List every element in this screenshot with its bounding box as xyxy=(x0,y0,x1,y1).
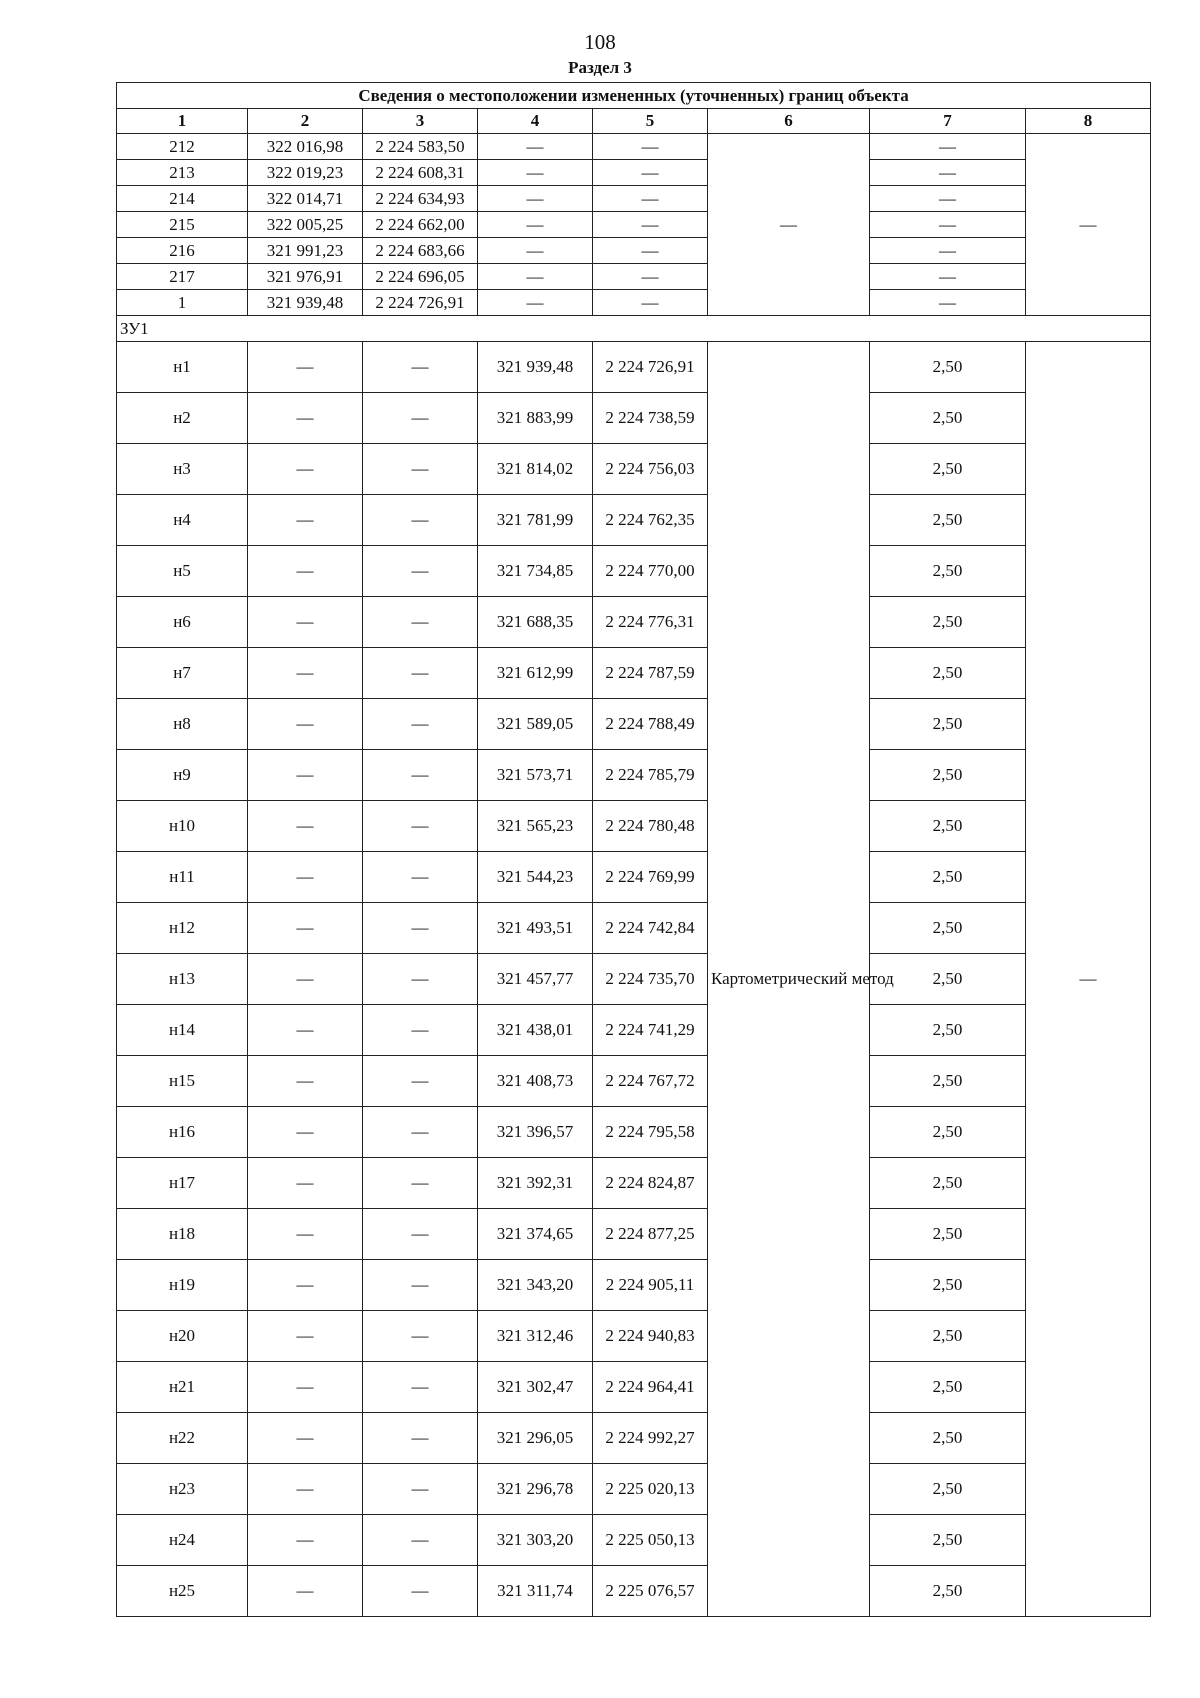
cell-x-new: 321 312,46 xyxy=(478,1311,593,1362)
cell-y-old: — xyxy=(363,1413,478,1464)
cell-x-old: — xyxy=(248,1056,363,1107)
cell-point: н5 xyxy=(117,546,248,597)
cell-error: — xyxy=(870,134,1026,160)
cell-x-old: 321 939,48 xyxy=(248,290,363,316)
cell-y-old: — xyxy=(363,699,478,750)
cell-x-old: — xyxy=(248,1311,363,1362)
cell-y-old: — xyxy=(363,954,478,1005)
cell-point: н25 xyxy=(117,1566,248,1617)
cell-point: н3 xyxy=(117,444,248,495)
cell-y-old: 2 224 583,50 xyxy=(363,134,478,160)
cell-point: н11 xyxy=(117,852,248,903)
cell-x-new: 321 303,20 xyxy=(478,1515,593,1566)
table-row xyxy=(117,160,1151,186)
cell-error: — xyxy=(870,264,1026,290)
cell-point: н13 xyxy=(117,954,248,1005)
cell-x-old: — xyxy=(248,597,363,648)
cell-x-new: 321 302,47 xyxy=(478,1362,593,1413)
cell-x-old: 322 016,98 xyxy=(248,134,363,160)
cell-x-old: — xyxy=(248,648,363,699)
cell-x-new: — xyxy=(478,264,593,290)
cell-x-old: — xyxy=(248,750,363,801)
table-row xyxy=(117,648,1151,699)
cell-y-new: — xyxy=(593,212,708,238)
cell-y-old: — xyxy=(363,750,478,801)
cell-error: — xyxy=(870,212,1026,238)
cell-error: 2,50 xyxy=(870,1413,1026,1464)
cell-x-old: — xyxy=(248,1260,363,1311)
cell-error: — xyxy=(870,290,1026,316)
table-row xyxy=(117,1158,1151,1209)
cell-y-old: — xyxy=(363,597,478,648)
cell-error: 2,50 xyxy=(870,1311,1026,1362)
cell-y-old: 2 224 683,66 xyxy=(363,238,478,264)
table-row xyxy=(117,546,1151,597)
table-row xyxy=(117,342,1151,393)
cell-x-new: 321 408,73 xyxy=(478,1056,593,1107)
cell-y-old: 2 224 608,31 xyxy=(363,160,478,186)
table-row xyxy=(117,852,1151,903)
cell-x-new: 321 544,23 xyxy=(478,852,593,903)
cell-x-old: 321 991,23 xyxy=(248,238,363,264)
cell-x-new: 321 396,57 xyxy=(478,1107,593,1158)
cell-error: 2,50 xyxy=(870,1158,1026,1209)
cell-error: 2,50 xyxy=(870,801,1026,852)
cell-y-old: — xyxy=(363,393,478,444)
section-title: Раздел 3 xyxy=(568,58,632,77)
cell-point: н15 xyxy=(117,1056,248,1107)
cell-x-old: 322 014,71 xyxy=(248,186,363,212)
cell-x-new: 321 573,71 xyxy=(478,750,593,801)
table-row xyxy=(117,290,1151,316)
table-row xyxy=(117,186,1151,212)
cell-x-old: — xyxy=(248,699,363,750)
cell-y-new: 2 224 877,25 xyxy=(593,1209,708,1260)
cell-x-new: — xyxy=(478,160,593,186)
cell-error: 2,50 xyxy=(870,750,1026,801)
cell-y-new: — xyxy=(593,160,708,186)
cell-x-new: 321 612,99 xyxy=(478,648,593,699)
cell-x-old: — xyxy=(248,801,363,852)
cell-error: 2,50 xyxy=(870,852,1026,903)
cell-error: 2,50 xyxy=(870,495,1026,546)
cell-y-new: 2 224 776,31 xyxy=(593,597,708,648)
cell-method: — xyxy=(708,134,870,316)
cell-y-new: 2 225 076,57 xyxy=(593,1566,708,1617)
cell-x-new: — xyxy=(478,290,593,316)
cell-error: 2,50 xyxy=(870,1056,1026,1107)
cell-error: 2,50 xyxy=(870,648,1026,699)
cell-point: 1 xyxy=(117,290,248,316)
group-label: ЗУ1 xyxy=(117,316,1151,342)
table-row xyxy=(117,1515,1151,1566)
cell-point: н17 xyxy=(117,1158,248,1209)
cell-y-new: 2 224 770,00 xyxy=(593,546,708,597)
cell-y-old: — xyxy=(363,1311,478,1362)
table-row xyxy=(117,699,1151,750)
cell-y-new: 2 224 741,29 xyxy=(593,1005,708,1056)
cell-y-old: — xyxy=(363,648,478,699)
cell-x-new: — xyxy=(478,238,593,264)
boundary-table xyxy=(116,82,1151,1617)
cell-point: н12 xyxy=(117,903,248,954)
cell-x-old: — xyxy=(248,495,363,546)
cell-y-new: 2 224 795,58 xyxy=(593,1107,708,1158)
table-row xyxy=(117,212,1151,238)
cell-error: 2,50 xyxy=(870,1005,1026,1056)
cell-error: 2,50 xyxy=(870,342,1026,393)
cell-point: н19 xyxy=(117,1260,248,1311)
cell-x-new: 321 343,20 xyxy=(478,1260,593,1311)
table-row xyxy=(117,903,1151,954)
cell-y-old: — xyxy=(363,495,478,546)
cell-y-old: — xyxy=(363,1107,478,1158)
cell-x-old: 322 005,25 xyxy=(248,212,363,238)
cell-x-new: 321 438,01 xyxy=(478,1005,593,1056)
cell-x-old: — xyxy=(248,1413,363,1464)
cell-y-old: 2 224 726,91 xyxy=(363,290,478,316)
cell-error: 2,50 xyxy=(870,954,1026,1005)
cell-y-new: 2 224 735,70 xyxy=(593,954,708,1005)
cell-x-old: — xyxy=(248,342,363,393)
cell-point: н21 xyxy=(117,1362,248,1413)
cell-y-new: — xyxy=(593,186,708,212)
cell-y-new: 2 224 905,11 xyxy=(593,1260,708,1311)
cell-y-old: — xyxy=(363,1005,478,1056)
cell-y-new: 2 224 726,91 xyxy=(593,342,708,393)
cell-y-new: 2 224 785,79 xyxy=(593,750,708,801)
cell-x-old: 321 976,91 xyxy=(248,264,363,290)
cell-y-new: 2 224 824,87 xyxy=(593,1158,708,1209)
cell-error: 2,50 xyxy=(870,444,1026,495)
cell-y-old: — xyxy=(363,444,478,495)
cell-y-new: 2 224 756,03 xyxy=(593,444,708,495)
cell-point: н20 xyxy=(117,1311,248,1362)
cell-error: 2,50 xyxy=(870,1260,1026,1311)
table-row xyxy=(117,1311,1151,1362)
cell-x-new: 321 296,05 xyxy=(478,1413,593,1464)
column-number: 7 xyxy=(870,109,1026,134)
table-row xyxy=(117,1209,1151,1260)
cell-point: н7 xyxy=(117,648,248,699)
cell-x-new: 321 883,99 xyxy=(478,393,593,444)
cell-point: н1 xyxy=(117,342,248,393)
cell-x-old: — xyxy=(248,546,363,597)
cell-x-new: 321 457,77 xyxy=(478,954,593,1005)
table-row xyxy=(117,444,1151,495)
cell-point: н8 xyxy=(117,699,248,750)
table-row xyxy=(117,264,1151,290)
table-row xyxy=(117,1005,1151,1056)
cell-point: 217 xyxy=(117,264,248,290)
cell-point: 214 xyxy=(117,186,248,212)
cell-point: 215 xyxy=(117,212,248,238)
cell-error: 2,50 xyxy=(870,1107,1026,1158)
cell-y-old: — xyxy=(363,342,478,393)
cell-y-new: 2 224 787,59 xyxy=(593,648,708,699)
cell-x-new: 321 734,85 xyxy=(478,546,593,597)
cell-point: н18 xyxy=(117,1209,248,1260)
cell-x-old: — xyxy=(248,1158,363,1209)
cell-col8: — xyxy=(1026,342,1151,1617)
cell-point: н22 xyxy=(117,1413,248,1464)
cell-y-new: 2 224 762,35 xyxy=(593,495,708,546)
table-body xyxy=(117,134,1151,1617)
cell-x-old: — xyxy=(248,852,363,903)
cell-x-new: 321 814,02 xyxy=(478,444,593,495)
cell-x-new: 321 392,31 xyxy=(478,1158,593,1209)
cell-x-old: — xyxy=(248,1464,363,1515)
column-number: 3 xyxy=(363,109,478,134)
cell-error: 2,50 xyxy=(870,597,1026,648)
table-row xyxy=(117,801,1151,852)
cell-error: 2,50 xyxy=(870,1566,1026,1617)
cell-y-old: — xyxy=(363,1515,478,1566)
cell-error: 2,50 xyxy=(870,1515,1026,1566)
cell-y-old: 2 224 634,93 xyxy=(363,186,478,212)
cell-y-new: 2 224 788,49 xyxy=(593,699,708,750)
cell-y-old: 2 224 696,05 xyxy=(363,264,478,290)
cell-y-new: 2 224 738,59 xyxy=(593,393,708,444)
cell-y-new: — xyxy=(593,290,708,316)
cell-y-new: — xyxy=(593,264,708,290)
cell-error: — xyxy=(870,160,1026,186)
cell-y-old: — xyxy=(363,1362,478,1413)
cell-x-new: 321 296,78 xyxy=(478,1464,593,1515)
column-number: 2 xyxy=(248,109,363,134)
cell-point: н23 xyxy=(117,1464,248,1515)
group-row xyxy=(117,316,1151,342)
cell-y-new: 2 224 769,99 xyxy=(593,852,708,903)
cell-x-old: — xyxy=(248,444,363,495)
cell-y-old: — xyxy=(363,1260,478,1311)
cell-point: 216 xyxy=(117,238,248,264)
table-row xyxy=(117,238,1151,264)
cell-y-old: — xyxy=(363,801,478,852)
cell-x-old: — xyxy=(248,1209,363,1260)
cell-y-new: 2 224 940,83 xyxy=(593,1311,708,1362)
cell-error: 2,50 xyxy=(870,1464,1026,1515)
cell-y-old: — xyxy=(363,546,478,597)
cell-point: н14 xyxy=(117,1005,248,1056)
cell-x-old: — xyxy=(248,903,363,954)
cell-error: — xyxy=(870,186,1026,212)
cell-point: н6 xyxy=(117,597,248,648)
cell-x-new: 321 493,51 xyxy=(478,903,593,954)
cell-method: Картометрический метод xyxy=(708,342,870,1617)
table-row xyxy=(117,597,1151,648)
cell-x-new: 321 939,48 xyxy=(478,342,593,393)
cell-x-new: 321 781,99 xyxy=(478,495,593,546)
cell-y-new: 2 224 964,41 xyxy=(593,1362,708,1413)
page-number: 108 xyxy=(584,30,616,54)
cell-x-old: — xyxy=(248,954,363,1005)
cell-x-old: — xyxy=(248,1362,363,1413)
cell-y-new: — xyxy=(593,238,708,264)
cell-y-old: 2 224 662,00 xyxy=(363,212,478,238)
cell-x-new: 321 589,05 xyxy=(478,699,593,750)
cell-y-new: 2 224 767,72 xyxy=(593,1056,708,1107)
table-row xyxy=(117,1362,1151,1413)
cell-point: н4 xyxy=(117,495,248,546)
cell-y-new: 2 225 050,13 xyxy=(593,1515,708,1566)
cell-point: н24 xyxy=(117,1515,248,1566)
cell-y-old: — xyxy=(363,1056,478,1107)
table-row xyxy=(117,750,1151,801)
table-row xyxy=(117,134,1151,160)
column-number: 6 xyxy=(708,109,870,134)
cell-x-old: — xyxy=(248,1566,363,1617)
cell-point: 212 xyxy=(117,134,248,160)
cell-y-old: — xyxy=(363,1158,478,1209)
cell-x-old: — xyxy=(248,1005,363,1056)
table-row xyxy=(117,393,1151,444)
cell-x-new: 321 688,35 xyxy=(478,597,593,648)
cell-y-new: — xyxy=(593,134,708,160)
cell-x-old: — xyxy=(248,1107,363,1158)
cell-point: н9 xyxy=(117,750,248,801)
column-number: 1 xyxy=(117,109,248,134)
cell-error: 2,50 xyxy=(870,699,1026,750)
cell-y-new: 2 224 742,84 xyxy=(593,903,708,954)
cell-y-old: — xyxy=(363,1209,478,1260)
cell-x-new: 321 565,23 xyxy=(478,801,593,852)
cell-x-new: — xyxy=(478,186,593,212)
cell-error: 2,50 xyxy=(870,1209,1026,1260)
table-row xyxy=(117,1260,1151,1311)
cell-error: 2,50 xyxy=(870,393,1026,444)
table-row xyxy=(117,1056,1151,1107)
table-row xyxy=(117,1107,1151,1158)
cell-point: 213 xyxy=(117,160,248,186)
table-row xyxy=(117,954,1151,1005)
cell-x-new: — xyxy=(478,212,593,238)
cell-point: н2 xyxy=(117,393,248,444)
cell-x-old: — xyxy=(248,1515,363,1566)
cell-x-new: 321 311,74 xyxy=(478,1566,593,1617)
cell-error: 2,50 xyxy=(870,1362,1026,1413)
cell-y-new: 2 224 780,48 xyxy=(593,801,708,852)
table-row xyxy=(117,1566,1151,1617)
cell-x-old: — xyxy=(248,393,363,444)
cell-y-old: — xyxy=(363,852,478,903)
cell-x-new: 321 374,65 xyxy=(478,1209,593,1260)
cell-x-old: 322 019,23 xyxy=(248,160,363,186)
column-number: 8 xyxy=(1026,109,1151,134)
column-number: 5 xyxy=(593,109,708,134)
table-row xyxy=(117,495,1151,546)
cell-y-old: — xyxy=(363,903,478,954)
cell-y-new: 2 225 020,13 xyxy=(593,1464,708,1515)
cell-x-new: — xyxy=(478,134,593,160)
table-caption: Сведения о местоположении измененных (уточненных) границ объекта xyxy=(117,83,1151,109)
cell-point: н10 xyxy=(117,801,248,852)
cell-error: 2,50 xyxy=(870,903,1026,954)
cell-error: 2,50 xyxy=(870,546,1026,597)
cell-col8: — xyxy=(1026,134,1151,316)
cell-y-new: 2 224 992,27 xyxy=(593,1413,708,1464)
column-number: 4 xyxy=(478,109,593,134)
table-row xyxy=(117,1464,1151,1515)
cell-y-old: — xyxy=(363,1464,478,1515)
table-row xyxy=(117,1413,1151,1464)
cell-point: н16 xyxy=(117,1107,248,1158)
cell-error: — xyxy=(870,238,1026,264)
cell-y-old: — xyxy=(363,1566,478,1617)
